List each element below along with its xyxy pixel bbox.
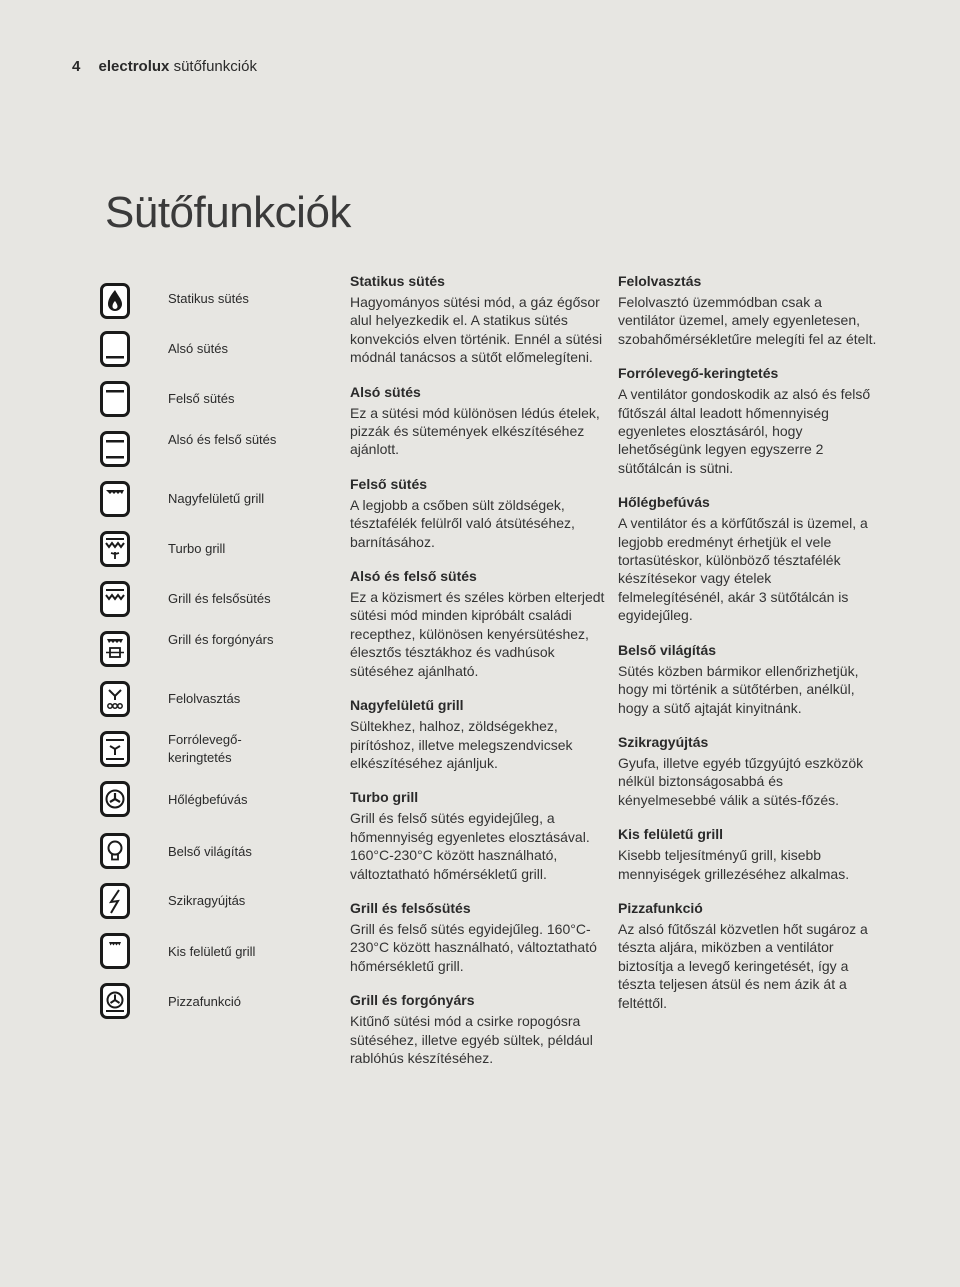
legend-label: Turbo grill xyxy=(168,541,226,556)
description-item xyxy=(618,641,880,717)
lamp-icon xyxy=(100,833,130,869)
item-body: Az alsó fűtőszál közvetlen hőt sugároz a tészta aljára, miközben a ventilátor biztosítja a levegő keringetését, így a tészta teljesen átsül és nem ázik át a feltéttől. xyxy=(618,920,868,1011)
flame-icon xyxy=(100,283,130,319)
large-grill-icon xyxy=(100,481,130,517)
fan-icon xyxy=(100,781,130,817)
legend-label: Forrólevegő-keringtetés xyxy=(168,732,242,765)
item-heading: Forrólevegő-keringtetés xyxy=(618,365,779,382)
legend-label: Grill és forgónyárs xyxy=(168,632,274,647)
item-heading: Szikragyújtás xyxy=(618,733,709,750)
description-item xyxy=(618,733,880,809)
description-item xyxy=(350,696,608,772)
legend-label: Hőlégbefúvás xyxy=(168,792,248,807)
legend-label: Szikragyújtás xyxy=(168,893,246,908)
turbo-grill-icon xyxy=(100,531,130,567)
item-body: A legjobb a csőben sült zöldségek, tésztafélék felülről való átsütéséhez, barnításához. xyxy=(350,496,575,550)
descriptions-column-1 xyxy=(350,272,608,1083)
item-body: Kitűnő sütési mód a csirke ropogósra sütéséhez, illetve egyéb sültek, például rablóhús készítéséhez. xyxy=(350,1013,593,1066)
legend-label: Alsó sütés xyxy=(168,341,228,356)
spark-icon xyxy=(100,883,130,919)
hot-air-circulation-icon xyxy=(100,731,130,767)
description-item xyxy=(350,567,608,680)
top-heat-icon xyxy=(100,381,130,417)
item-heading: Hőlégbefúvás xyxy=(618,494,710,511)
description-item xyxy=(618,825,880,883)
item-heading: Felolvasztás xyxy=(618,273,702,289)
description-item xyxy=(350,788,608,883)
item-heading: Belső világítás xyxy=(618,641,717,658)
description-item xyxy=(350,383,608,459)
legend-label: Felolvasztás xyxy=(168,691,241,706)
item-body: Grill és felső sütés egyidejűleg. 160°C-230°C között használható, változtatható hőmérsékletű grill. xyxy=(350,920,597,974)
item-body: Kisebb teljesítményű grill, kisebb mennyiségek grillezéséhez alkalmas. xyxy=(618,847,850,882)
item-body: Sütés közben bármikor ellenőrizhetjük, hogy mi történik a sütőtérben, anélkül, hogy a sütő ajtaját kinyitnánk. xyxy=(618,662,859,716)
description-item xyxy=(350,475,608,551)
item-body: A ventilátor és a körfűtőszál is üzemel, a legjobb eredményt érhetjük el vele tortasütéskor, különböző tésztafélék készítésekor vagy ételek felmelegítésénél, akár 3 sütőtálcán is egyidejűleg. xyxy=(618,515,868,624)
legend-label: Statikus sütés xyxy=(168,291,249,306)
page-title: Sütőfunkciók xyxy=(105,188,351,237)
item-body: Ez a közismert és széles körben elterjedt sütési mód minden kipróbált családi recepthez, különösen kenyérsütéshez, élesztős tésztákhoz és vadhúsok sütéséhez ajánlható. xyxy=(350,589,605,679)
description-item xyxy=(618,899,880,1012)
description-item xyxy=(618,364,880,477)
legend-label: Nagyfelületű grill xyxy=(168,491,265,506)
description-item xyxy=(350,991,608,1067)
descriptions-column-2 xyxy=(618,272,880,1028)
item-body: Hagyományos sütési mód, a gáz égősor alul helyezkedik el. A statikus sütés konvekciós elven történik. Ennél a sütési módnál tanácsos a sütőt előmelegíteni. xyxy=(350,294,603,366)
legend-label: Kis felületű grill xyxy=(168,944,256,959)
item-heading: Alsó sütés xyxy=(350,383,421,400)
item-body: Grill és felső sütés egyidejűleg, a hőmennyiség egyenletes elosztásával. 160°C-230°C között használható, változtatható hőmérsékletű grill. xyxy=(350,810,590,882)
grill-rotisserie-icon xyxy=(100,631,130,667)
item-heading: Felső sütés xyxy=(350,475,428,492)
description-item xyxy=(618,493,880,624)
item-heading: Nagyfelületű grill xyxy=(350,697,464,714)
legend-label: Belső világítás xyxy=(168,844,252,859)
bottom-heat-icon xyxy=(100,331,130,367)
legend-label: Grill és felsősütés xyxy=(168,591,271,606)
item-heading: Grill és forgónyárs xyxy=(350,992,475,1009)
item-heading: Pizzafunkció xyxy=(618,899,703,916)
description-item xyxy=(618,272,880,348)
legend-label: Pizzafunkció xyxy=(168,994,241,1009)
page-number: 4 xyxy=(72,58,81,75)
description-item xyxy=(350,272,608,367)
item-body: A ventilátor gondoskodik az alsó és felső fűtőszál által leadott hőmennyiség egyenletes elosztásáról, hogy lehetőségünk legyen egyszerre 2 sütőtálcán is sütni. xyxy=(618,386,871,476)
item-body: Gyufa, illetve egyéb tűzgyújtó eszközök nélkül biztonságosabbá és kényelmesebbé válik a sütés-főzés. xyxy=(618,754,864,808)
defrost-icon xyxy=(100,681,130,717)
top-bottom-heat-icon xyxy=(100,431,130,467)
item-body: Sültekhez, halhoz, zöldségekhez, pirítóshoz, illetve melegszendvicsek elkészítéséhez ajánljuk. xyxy=(350,718,573,771)
brand-name: electrolux xyxy=(98,58,170,75)
grill-top-heat-icon xyxy=(100,581,130,617)
item-heading: Turbo grill xyxy=(350,789,419,806)
section-name: sütőfunkciók xyxy=(173,58,257,75)
page-header xyxy=(72,58,257,75)
legend-label: Felső sütés xyxy=(168,391,235,406)
item-heading: Alsó és felső sütés xyxy=(350,568,477,585)
item-heading: Kis felületű grill xyxy=(618,826,724,843)
item-heading: Statikus sütés xyxy=(350,273,445,289)
item-heading: Grill és felsősütés xyxy=(350,899,471,916)
legend-label: Alsó és felső sütés xyxy=(168,432,277,447)
small-grill-icon xyxy=(100,933,130,969)
description-item xyxy=(350,899,608,975)
item-body: Ez a sütési mód különösen lédús ételek, pizzák és sütemények elkészítéséhez ajánlott. xyxy=(350,404,600,458)
pizza-icon xyxy=(100,983,130,1019)
item-body: Felolvasztó üzemmódban csak a ventilátor üzemel, amely egyenletesen, szobahőmérsékletűre melegíti fel az ételt. xyxy=(618,294,877,347)
